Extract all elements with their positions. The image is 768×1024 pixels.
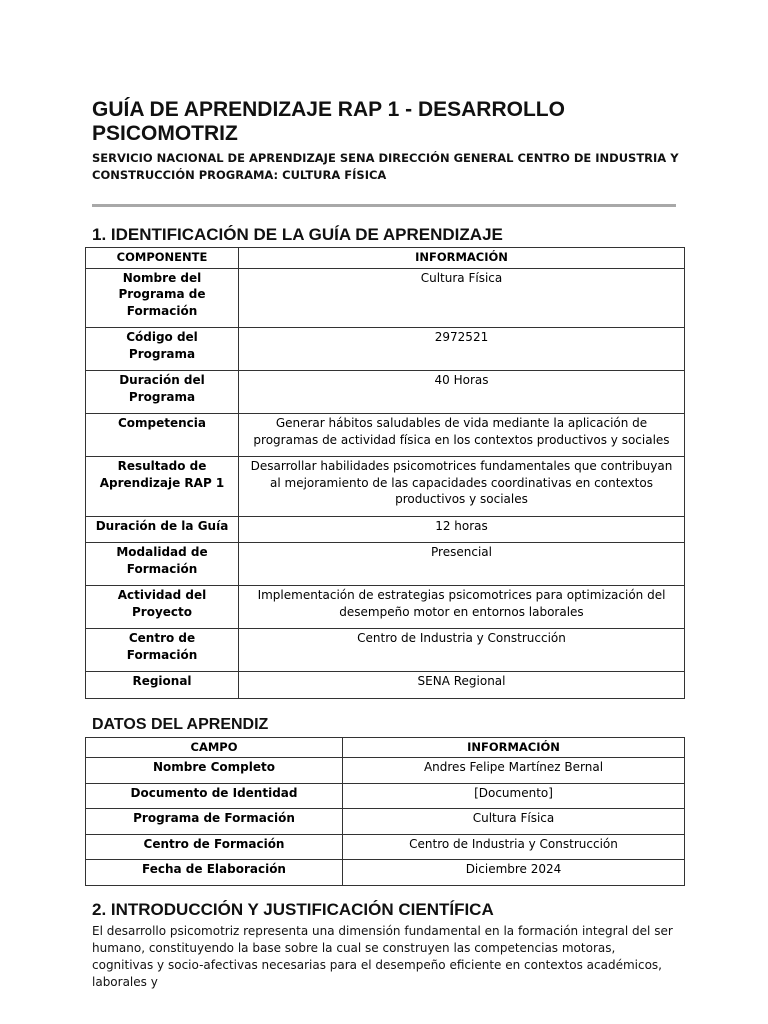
table-row <box>86 414 685 457</box>
row-label: Regional <box>86 672 239 699</box>
row-value: Cultura Física <box>343 809 685 835</box>
row-label: Documento de Identidad <box>86 783 343 809</box>
row-value: 2972521 <box>239 328 685 371</box>
document-subtitle: SERVICIO NACIONAL DE APRENDIZAJE SENA DIRECCIÓN GENERAL CENTRO DE INDUSTRIA Y CONSTRUCCIÓN PROGRAMA: CULTURA FÍSICA <box>92 151 679 182</box>
row-label: Centro de Formación <box>86 629 239 672</box>
row-label: Nombre Completo <box>86 758 343 784</box>
table-row <box>86 629 685 672</box>
row-value: [Documento] <box>343 783 685 809</box>
table-row <box>86 758 685 784</box>
row-label: Actividad del Proyecto <box>86 586 239 629</box>
table-row <box>86 328 685 371</box>
column-header-information: INFORMACIÓN <box>239 248 685 269</box>
table-row <box>86 371 685 414</box>
row-label: Modalidad de Formación <box>86 543 239 586</box>
column-header-information: INFORMACIÓN <box>343 737 685 758</box>
table-header-row <box>86 737 685 758</box>
column-header-component: COMPONENTE <box>86 248 239 269</box>
section-1-heading: 1. IDENTIFICACIÓN DE LA GUÍA DE APRENDIZAJE <box>92 225 503 244</box>
table-header-row <box>86 248 685 269</box>
row-label: Centro de Formación <box>86 834 343 860</box>
table-row <box>86 457 685 517</box>
row-label: Código del Programa <box>86 328 239 371</box>
identification-table <box>85 247 685 699</box>
table-row <box>86 834 685 860</box>
row-value: Generar hábitos saludables de vida mediante la aplicación de programas de actividad física en los contextos productivos y sociales <box>239 414 685 457</box>
row-label: Duración del Programa <box>86 371 239 414</box>
section-2-heading: 2. INTRODUCCIÓN Y JUSTIFICACIÓN CIENTÍFICA <box>92 899 494 919</box>
row-value: Centro de Industria y Construcción <box>343 834 685 860</box>
table-row <box>86 586 685 629</box>
table-row <box>86 809 685 835</box>
table-row <box>86 543 685 586</box>
row-value: Implementación de estrategias psicomotrices para optimización del desempeño motor en entornos laborales <box>239 586 685 629</box>
row-label: Programa de Formación <box>86 809 343 835</box>
row-value: Diciembre 2024 <box>343 860 685 886</box>
document-title: GUÍA DE APRENDIZAJE RAP 1 - DESARROLLO PSICOMOTRIZ <box>92 98 565 145</box>
row-value: 12 horas <box>239 516 685 543</box>
row-label: Resultado de Aprendizaje RAP 1 <box>86 457 239 517</box>
apprentice-heading: DATOS DEL APRENDIZ <box>92 715 269 733</box>
introduction-paragraph: El desarrollo psicomotriz representa una dimensión fundamental en la formación integral del ser humano, constituyendo la base sobre la cual se construyen las competencias motoras, cognitivas y socio-afectivas necesarias para el desempeño eficiente en contextos académicos, laborales y <box>92 923 673 989</box>
row-value: Presencial <box>239 543 685 586</box>
row-value: Centro de Industria y Construcción <box>239 629 685 672</box>
apprentice-table <box>85 737 685 886</box>
row-value: Desarrollar habilidades psicomotrices fundamentales que contribuyan al mejoramiento de las capacidades coordinativas en contextos productivos y sociales <box>239 457 685 517</box>
row-value: 40 Horas <box>239 371 685 414</box>
horizontal-rule <box>92 204 676 207</box>
row-label: Duración de la Guía <box>86 516 239 543</box>
table-row <box>86 783 685 809</box>
row-value: Cultura Física <box>239 268 685 328</box>
table-row <box>86 860 685 886</box>
table-row <box>86 516 685 543</box>
row-value: SENA Regional <box>239 672 685 699</box>
row-label: Competencia <box>86 414 239 457</box>
row-label: Nombre del Programa de Formación <box>86 268 239 328</box>
row-label: Fecha de Elaboración <box>86 860 343 886</box>
table-row <box>86 268 685 328</box>
column-header-field: CAMPO <box>86 737 343 758</box>
row-value: Andres Felipe Martínez Bernal <box>343 758 685 784</box>
table-row <box>86 672 685 699</box>
